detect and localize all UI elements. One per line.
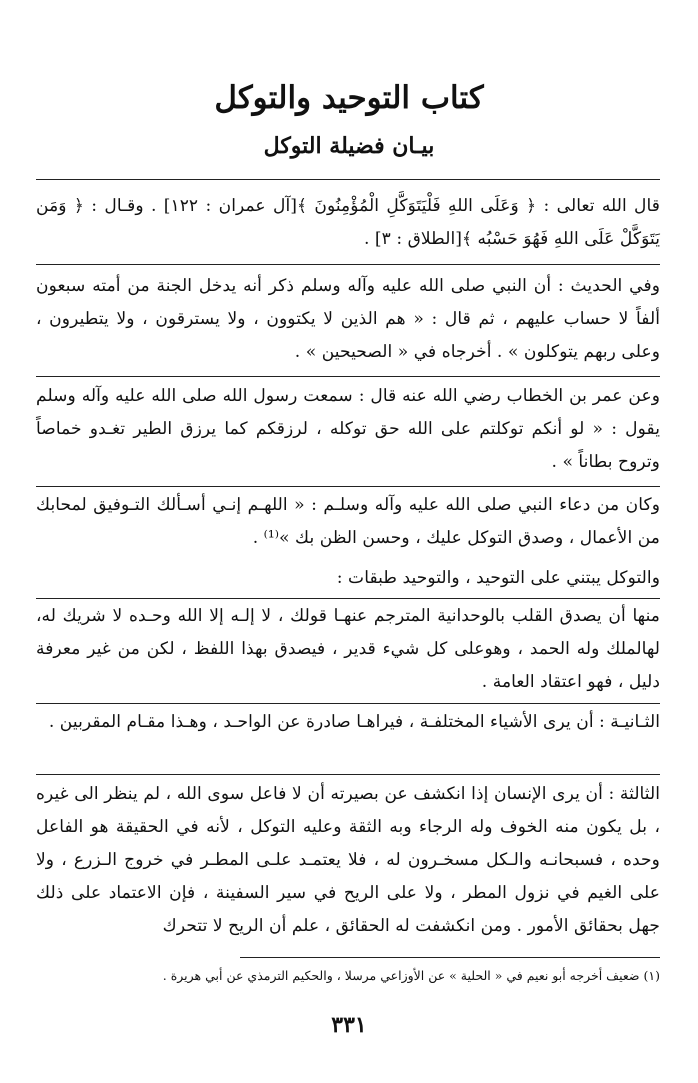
divider	[36, 179, 660, 180]
footnote-separator	[240, 957, 660, 958]
paragraph-level-one: منها أن يصدق القلب بالوحدانية المترجم عنهـا قولك ، لا إلـه إلا الله وحـده لا شريك له، لهالملك وله الحمد ، وهوعلى كل شيء قدير ، فيصدق بهذا اللفظ ، لكن من غير معرفة دليل ، فهو اعتقاد العامة .	[36, 606, 660, 692]
divider	[36, 774, 660, 775]
divider	[36, 486, 660, 487]
paragraph-hadith-umar: وعن عمر بن الخطاب رضي الله عنه قال : سمعت رسول الله صلى الله عليه وآله وسلم يقول : « لو أنكم توكلتم على الله حق توكله ، لرزقكم كما يرزق الطير تغـدو خماصاً وتروح بطاناً » .	[36, 386, 660, 472]
divider	[36, 703, 660, 704]
paragraph-level-three: الثالثة : أن يرى الإنسان إذا انكشف عن بصيرته أن لا فاعل سوى الله ، لم ينظر الى غيره ، بل يكون منه الخوف وله الرجاء وبه الثقة وعليه التوكل ، لأنه في الحقيقة هو الفاعل وحده ، فسبحانـه والـكل مسخـرون له ، فلا يعتمـد علـى المطـر في خروج الـزرع ، ولا على الغيم في نزول المطر ، ولا على الريح في سير السفينة ، فإن الاعتماد على ذلك جهل بحقائق الأمور . ومن انكشفت له الحقائق ، علم أن الريح لا تتحرك	[36, 784, 660, 936]
chapter-title: كتاب التوحيد والتوكل	[214, 80, 484, 116]
paragraph-prophet-supplication: وكان من دعاء النبي صلى الله عليه وآله وسلـم : « اللهـم إنـي أسـألك التـوفيق لمحابك من الأعمال ، وصدق التوكل عليك ، وحسن الظن بك »⁽¹⁾ .	[36, 495, 660, 548]
paragraph-tawakkul-levels-intro: والتوكل يبتني على التوحيد ، والتوحيد طبقات :	[336, 568, 660, 588]
footnote: (١) ضعيف أخرجه أبو نعيم في « الحلية » عن الأوزاعي مرسلا ، والحكيم الترمذي عن أبي هريرة .	[162, 968, 660, 983]
section-title: بيـان فضيلة التوكل	[263, 133, 435, 159]
paragraph-quran-verses: قال الله تعالى : ﴿ وَعَلَى اللهِ فَلْيَتَوَكَّلِ الْمُؤْمِنُونَ ﴾[آل عمران : ١٢٢] . وقـال : ﴿ وَمَن يَتَوَكَّلْ عَلَى اللهِ فَهُوَ حَسْبُه ﴾[الطلاق : ٣] .	[36, 196, 660, 249]
divider	[36, 376, 660, 377]
page-number: ٣٣١	[331, 1012, 367, 1038]
paragraph-level-two: الثـانيـة : أن يرى الأشياء المختلفـة ، فيراهـا صادرة عن الواحـد ، وهـذا مقـام المقربين .	[48, 712, 660, 732]
divider	[36, 598, 660, 599]
paragraph-hadith-seventy-thousand: وفي الحديث : أن النبي صلى الله عليه وآله وسلم ذكر أنه يدخل الجنة من أمته سبعون ألفاً لا حساب عليهم ، ثم قال : « هم الذين لا يكتوون ، ولا يسترقون ، ولا يتطيرون ، وعلى ربهم يتوكلون » . أخرجاه في « الصحيحين » .	[36, 276, 660, 362]
divider	[36, 264, 660, 265]
